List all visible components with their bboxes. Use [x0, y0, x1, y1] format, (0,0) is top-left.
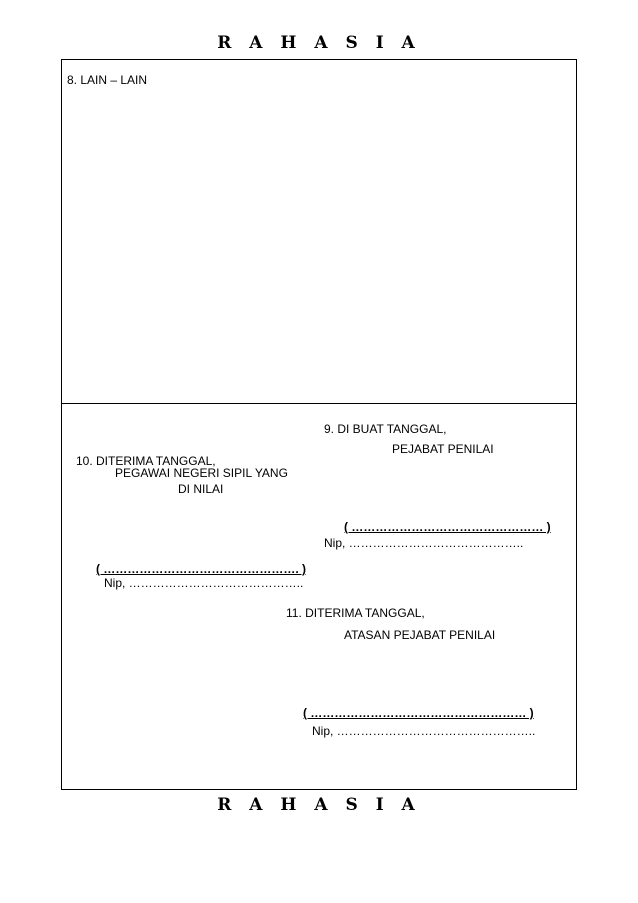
section-other-box	[61, 59, 577, 404]
section9-signature-line: ( ………………………………………… )	[344, 520, 551, 534]
section11-role: ATASAN PEJABAT PENILAI	[344, 628, 496, 642]
section9-nip: Nip, ……………………………………..	[324, 536, 524, 550]
section10-role-line2: DI NILAI	[178, 482, 224, 496]
footer-title: R A H A S I A	[217, 795, 421, 815]
section10-role-line1: PEGAWAI NEGERI SIPIL YANG	[115, 466, 288, 480]
signature-box	[61, 403, 577, 790]
section10-signature-line: ( …………………………………………. )	[96, 562, 306, 576]
header-title: R A H A S I A	[217, 33, 421, 53]
section10-nip: Nip, ……………………………………..	[104, 576, 304, 590]
section11-label: 11. DITERIMA TANGGAL,	[286, 606, 425, 620]
section11-nip: Nip, …………………………………………..	[312, 724, 536, 738]
section-other-label: 8. LAIN – LAIN	[67, 73, 148, 87]
section9-role: PEJABAT PENILAI	[392, 442, 494, 456]
section10-label: 10. DITERIMA TANGGAL,	[76, 454, 216, 468]
section9-label: 9. DI BUAT TANGGAL,	[324, 422, 447, 436]
section11-signature-line: ( ……………………………………………… )	[303, 706, 534, 720]
